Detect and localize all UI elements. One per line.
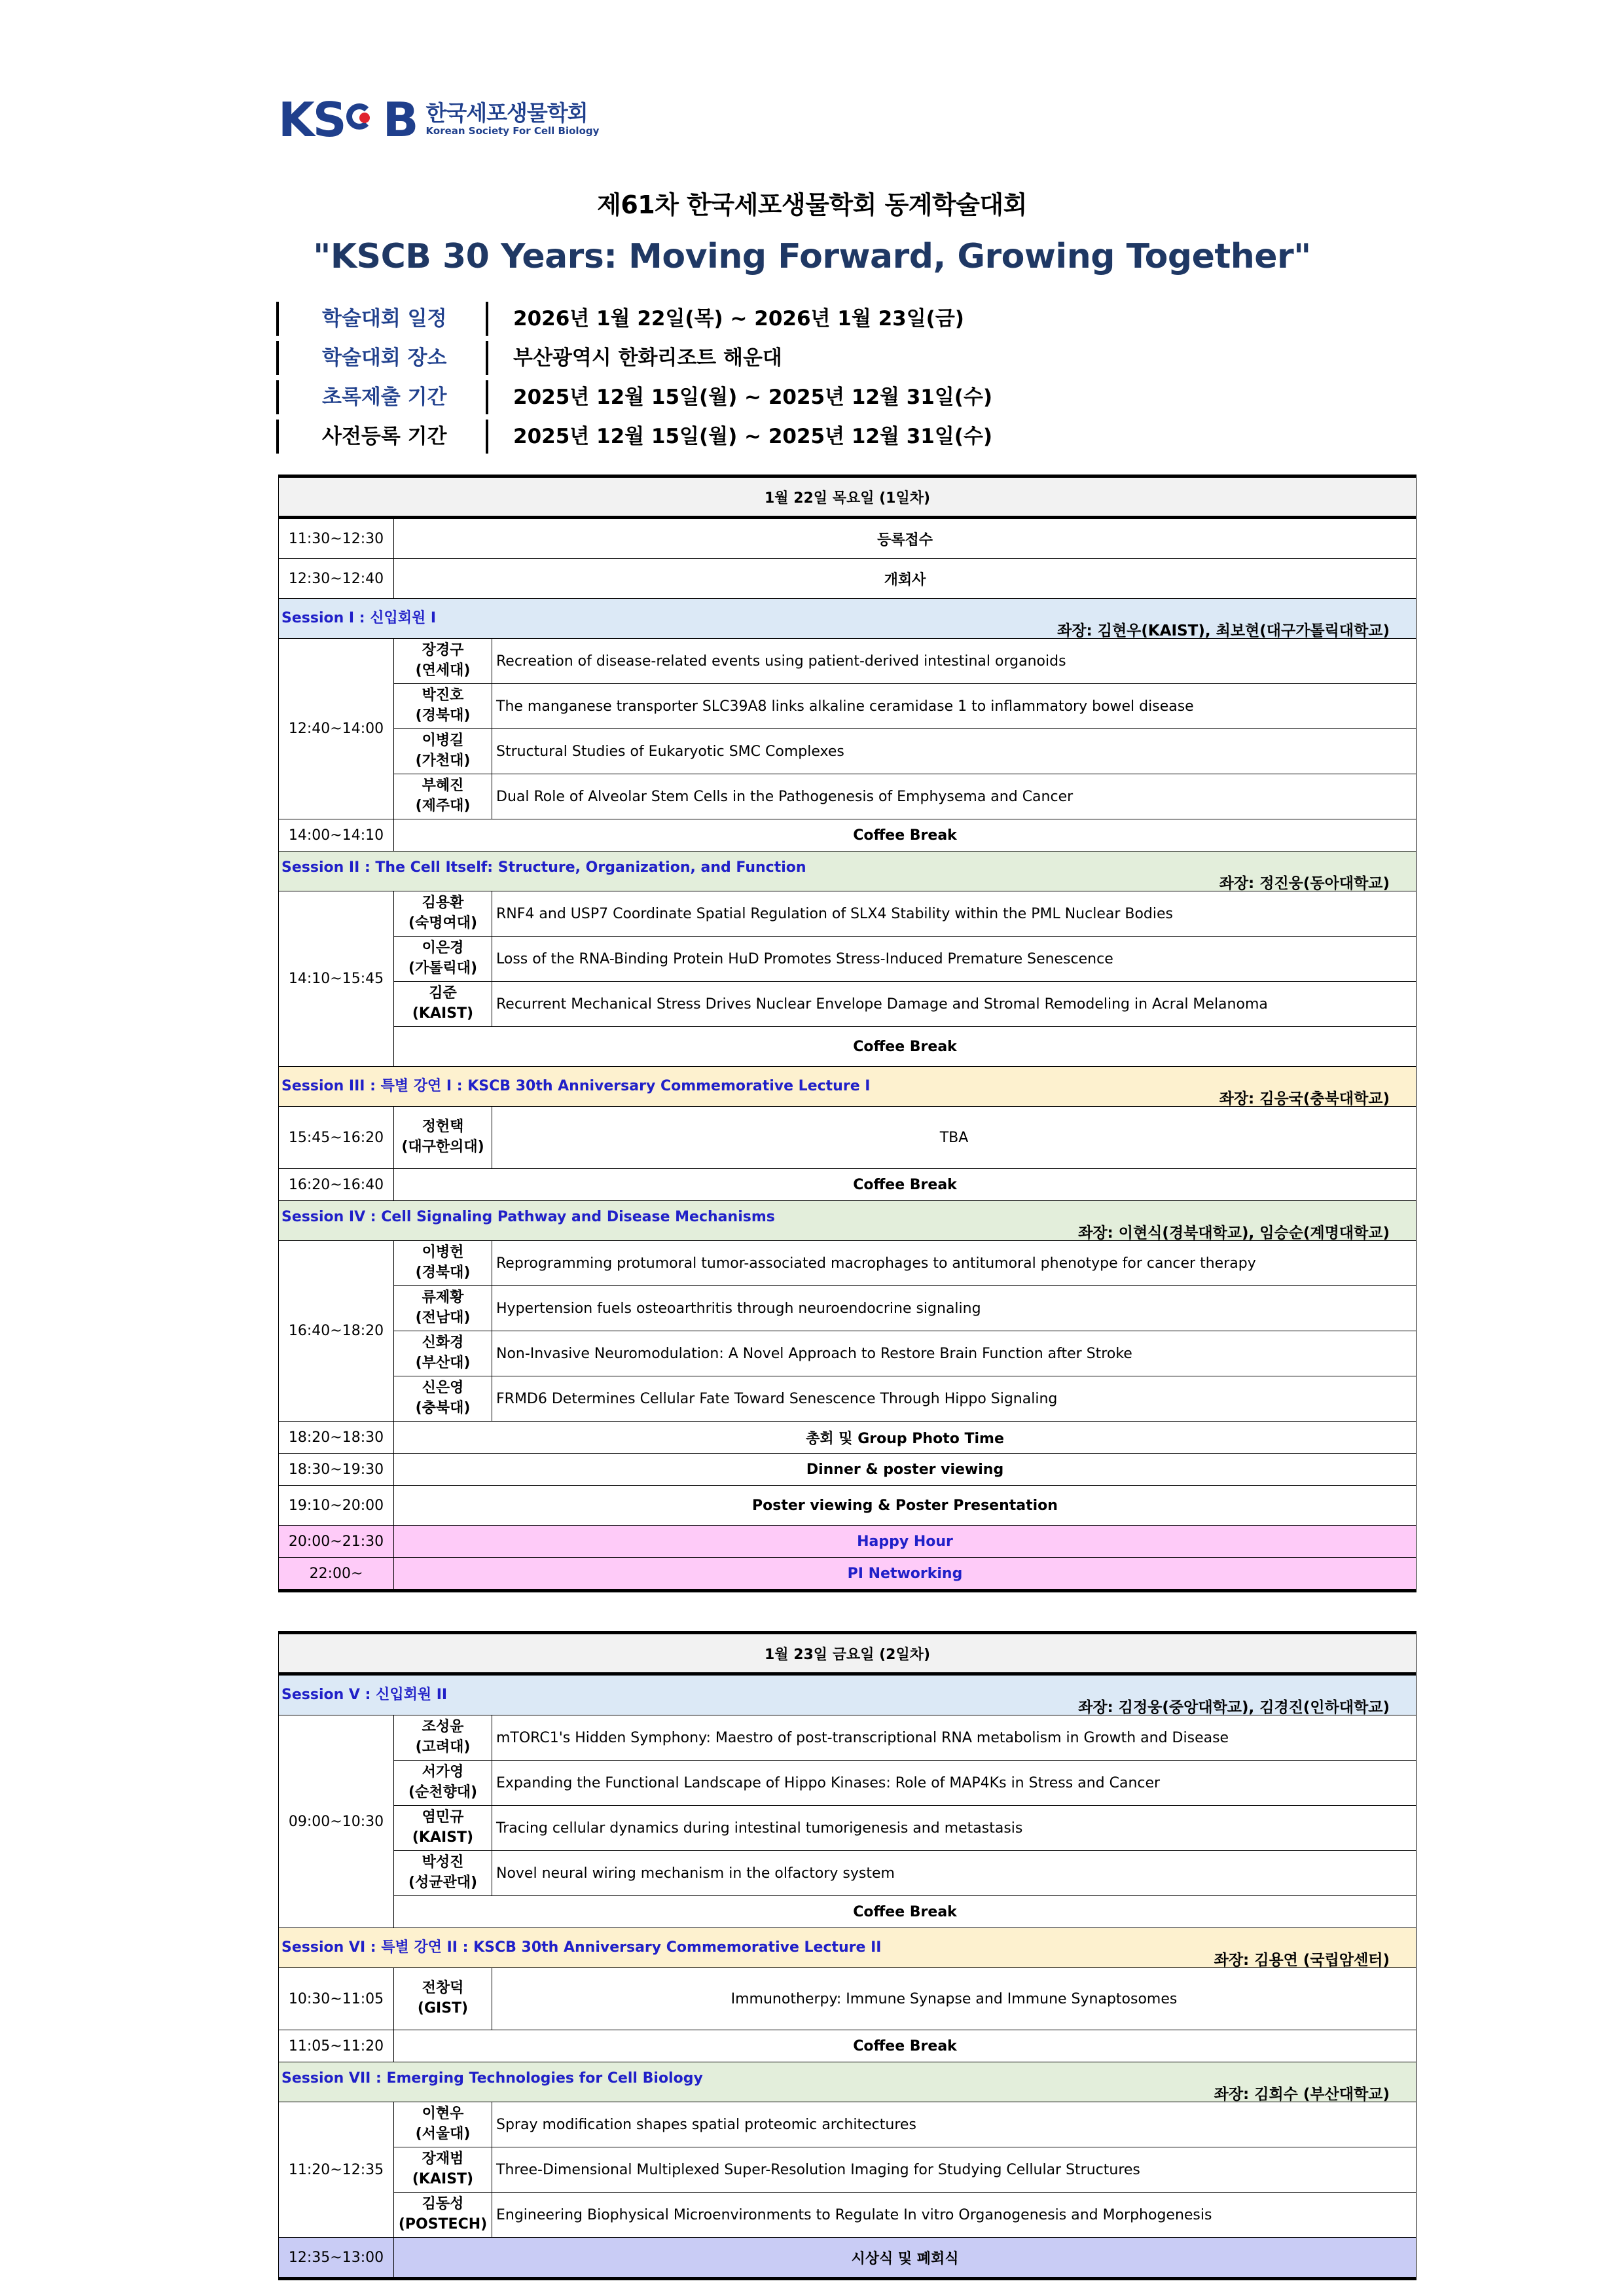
day1-schedule-table — [278, 475, 1416, 1592]
talk-title: Recurrent Mechanical Stress Drives Nuclear Envelope Damage and Stromal Remodeling in Acral Melanoma — [492, 982, 1416, 1027]
registration-label: 등록접수 — [394, 518, 1416, 559]
info-label: 학술대회 일정 — [276, 302, 486, 336]
kscb-logo — [278, 92, 600, 147]
coffee-break: Coffee Break — [394, 1027, 1416, 1067]
time-cell: 20:00~21:30 — [279, 1526, 394, 1558]
talk-title: Reprogramming protumoral tumor-associated macrophages to antitumoral phenotype for cancer therapy — [492, 1241, 1416, 1286]
session-chair: 좌장: 김희수 (부산대학교) — [1214, 2086, 1390, 2103]
speaker-cell: 이현우 (서울대) — [394, 2102, 492, 2147]
session-1-header — [279, 599, 1416, 639]
talk-title: Non-Invasive Neuromodulation: A Novel Approach to Restore Brain Function after Stroke — [492, 1331, 1416, 1376]
talk-title: Tracing cellular dynamics during intestinal tumorigenesis and metastasis — [492, 1806, 1416, 1851]
session-4-header — [279, 1201, 1416, 1241]
info-row-abstract — [276, 378, 992, 417]
session-chair: 좌장: 정진웅(동아대학교) — [1219, 875, 1390, 892]
session-title: Session IV : Cell Signaling Pathway and Disease Mechanisms — [281, 1209, 775, 1225]
talk-title: TBA — [492, 1107, 1416, 1169]
time-cell: 12:40~14:00 — [279, 639, 394, 819]
session-3-header — [279, 1067, 1416, 1107]
speaker-cell: 서가영 (순천향대) — [394, 1761, 492, 1806]
session-chair: 좌장: 이현식(경북대학교), 임승순(계명대학교) — [1078, 1225, 1390, 1242]
speaker-cell: 부혜진 (제주대) — [394, 774, 492, 819]
session-title: Session I : 신입회원 I — [281, 610, 437, 626]
poster-session: Poster viewing & Poster Presentation — [394, 1486, 1416, 1526]
speaker-cell: 장경구 (연세대) — [394, 639, 492, 684]
info-value: 2025년 12월 15일(월) ~ 2025년 12월 31일(수) — [486, 420, 992, 454]
info-row-registration — [276, 417, 992, 456]
session-chair: 좌장: 김정웅(중앙대학교), 김경진(인하대학교) — [1078, 1699, 1390, 1716]
session-title: Session V : 신입회원 II — [281, 1687, 448, 1703]
session-chair: 좌장: 김응국(충북대학교) — [1219, 1090, 1390, 1107]
session-2-header — [279, 852, 1416, 891]
info-value: 2026년 1월 22일(목) ~ 2026년 1월 23일(금) — [486, 302, 964, 336]
speaker-cell: 박성진 (성균관대) — [394, 1851, 492, 1896]
pi-networking: PI Networking — [394, 1558, 1416, 1591]
time-cell: 15:45~16:20 — [279, 1107, 394, 1169]
conference-info — [276, 299, 992, 456]
speaker-cell: 신은영 (충북대) — [394, 1376, 492, 1422]
time-cell: 14:10~15:45 — [279, 891, 394, 1067]
info-label: 학술대회 장소 — [276, 341, 486, 375]
session-chair: 좌장: 김현우(KAIST), 최보현(대구가톨릭대학교) — [1057, 622, 1390, 639]
speaker-cell: 신화경 (부산대) — [394, 1331, 492, 1376]
opening-label: 개회사 — [394, 559, 1416, 599]
speaker-cell: 이은경 (가톨릭대) — [394, 937, 492, 982]
dinner: Dinner & poster viewing — [394, 1454, 1416, 1486]
day1-header: 1월 22일 목요일 (1일차) — [279, 476, 1416, 518]
coffee-break: Coffee Break — [394, 1896, 1416, 1928]
session-7-header — [279, 2062, 1416, 2102]
talk-title: Novel neural wiring mechanism in the olfactory system — [492, 1851, 1416, 1896]
info-value: 2025년 12월 15일(월) ~ 2025년 12월 31일(수) — [486, 380, 992, 414]
session-chair: 좌장: 김용연 (국립암센터) — [1214, 1952, 1390, 1969]
speaker-cell: 이병헌 (경북대) — [394, 1241, 492, 1286]
talk-title: Dual Role of Alveolar Stem Cells in the Pathogenesis of Emphysema and Cancer — [492, 774, 1416, 819]
speaker-cell: 류제황 (전남대) — [394, 1286, 492, 1331]
page-title-ko: 제61차 한국세포생물학회 동계학술대회 — [597, 190, 1027, 219]
coffee-break: Coffee Break — [394, 1169, 1416, 1201]
speaker-cell: 염민규 (KAIST) — [394, 1806, 492, 1851]
speaker-cell: 김용환 (숙명여대) — [394, 891, 492, 937]
session-title: Session II : The Cell Itself: Structure, Organization, and Function — [281, 859, 806, 876]
coffee-break: Coffee Break — [394, 2030, 1416, 2062]
time-cell: 14:00~14:10 — [279, 819, 394, 852]
talk-title: RNF4 and USP7 Coordinate Spatial Regulation of SLX4 Stability within the PML Nuclear Bodies — [492, 891, 1416, 937]
time-cell: 10:30~11:05 — [279, 1968, 394, 2030]
kscb-logo-mark: KS B — [278, 92, 417, 147]
info-row-schedule — [276, 299, 992, 338]
session-title: Session VI : 특별 강연 II : KSCB 30th Anniversary Commemorative Lecture II — [281, 1939, 882, 1956]
time-cell: 19:10~20:00 — [279, 1486, 394, 1526]
session-6-header — [279, 1928, 1416, 1968]
talk-title: Recreation of disease-related events using patient-derived intestinal organoids — [492, 639, 1416, 684]
general-meeting: 총회 및 Group Photo Time — [394, 1422, 1416, 1454]
time-cell: 09:00~10:30 — [279, 1715, 394, 1928]
talk-title: Structural Studies of Eukaryotic SMC Complexes — [492, 729, 1416, 774]
time-cell: 18:30~19:30 — [279, 1454, 394, 1486]
page-title-en: "KSCB 30 Years: Moving Forward, Growing Together" — [313, 237, 1311, 276]
speaker-cell: 이병길 (가천대) — [394, 729, 492, 774]
talk-title: Immunotherpy: Immune Synapse and Immune Synaptosomes — [492, 1968, 1416, 2030]
time-cell: 11:30~12:30 — [279, 518, 394, 559]
speaker-cell: 김준 (KAIST) — [394, 982, 492, 1027]
talk-title: Expanding the Functional Landscape of Hippo Kinases: Role of MAP4Ks in Stress and Cancer — [492, 1761, 1416, 1806]
info-label: 사전등록 기간 — [276, 420, 486, 454]
talk-title: Engineering Biophysical Microenvironments to Regulate In vitro Organogenesis and Morphogenesis — [492, 2193, 1416, 2238]
speaker-cell: 정헌택 (대구한의대) — [394, 1107, 492, 1169]
logo-name-en: Korean Society For Cell Biology — [425, 124, 600, 137]
coffee-break: Coffee Break — [394, 819, 1416, 852]
speaker-cell: 전창덕 (GIST) — [394, 1968, 492, 2030]
session-title: Session VII : Emerging Technologies for Cell Biology — [281, 2070, 703, 2087]
time-cell: 12:30~12:40 — [279, 559, 394, 599]
time-cell: 11:20~12:35 — [279, 2102, 394, 2238]
talk-title: mTORC1's Hidden Symphony: Maestro of post-transcriptional RNA metabolism in Growth and Disease — [492, 1715, 1416, 1761]
talk-title: FRMD6 Determines Cellular Fate Toward Senescence Through Hippo Signaling — [492, 1376, 1416, 1422]
talk-title: Loss of the RNA-Binding Protein HuD Promotes Stress-Induced Premature Senescence — [492, 937, 1416, 982]
day2-header: 1월 23일 금요일 (2일차) — [279, 1633, 1416, 1674]
session-title: Session III : 특별 강연 I : KSCB 30th Anniversary Commemorative Lecture I — [281, 1078, 871, 1094]
time-cell: 11:05~11:20 — [279, 2030, 394, 2062]
closing-ceremony: 시상식 및 폐회식 — [394, 2238, 1416, 2279]
speaker-cell: 조성윤 (고려대) — [394, 1715, 492, 1761]
speaker-cell: 장재범 (KAIST) — [394, 2147, 492, 2193]
happy-hour: Happy Hour — [394, 1526, 1416, 1558]
talk-title: Spray modification shapes spatial proteomic architectures — [492, 2102, 1416, 2147]
session-5-header — [279, 1674, 1416, 1715]
info-row-venue — [276, 338, 992, 378]
talk-title: Hypertension fuels osteoarthritis through neuroendocrine signaling — [492, 1286, 1416, 1331]
time-cell: 16:40~18:20 — [279, 1241, 394, 1422]
talk-title: The manganese transporter SLC39A8 links alkaline ceramidase 1 to inflammatory bowel disease — [492, 684, 1416, 729]
time-cell: 18:20~18:30 — [279, 1422, 394, 1454]
talk-title: Three-Dimensional Multiplexed Super-Resolution Imaging for Studying Cellular Structures — [492, 2147, 1416, 2193]
time-cell: 12:35~13:00 — [279, 2238, 394, 2279]
logo-name-ko: 한국세포생물학회 — [425, 99, 588, 126]
speaker-cell: 김동성 (POSTECH) — [394, 2193, 492, 2238]
info-value: 부산광역시 한화리조트 해운대 — [486, 341, 782, 375]
info-label: 초록제출 기간 — [276, 380, 486, 414]
time-cell: 22:00~ — [279, 1558, 394, 1591]
day2-schedule-table — [278, 1631, 1416, 2280]
speaker-cell: 박진호 (경북대) — [394, 684, 492, 729]
time-cell: 16:20~16:40 — [279, 1169, 394, 1201]
cell-icon — [346, 102, 382, 137]
